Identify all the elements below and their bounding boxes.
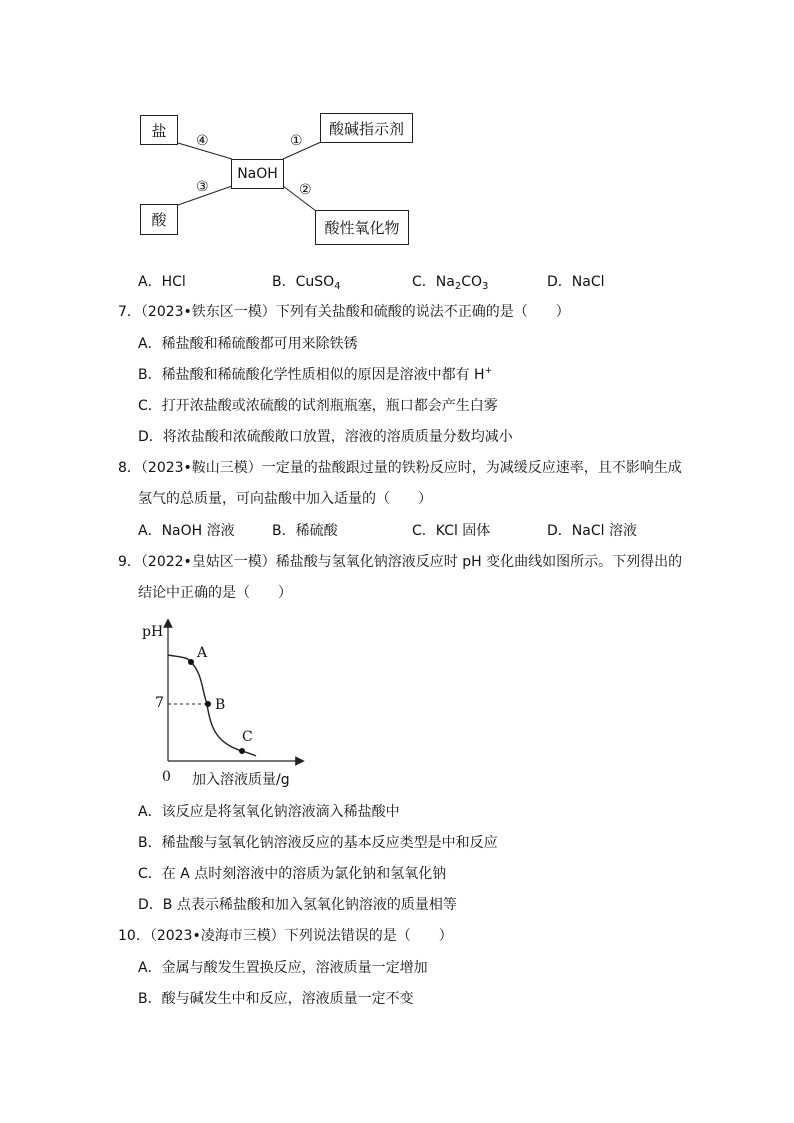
naoh-label: NaOH [237, 166, 278, 182]
number-3: ③ [196, 179, 209, 195]
point-b-label: B [215, 697, 226, 713]
oxide-box [315, 210, 409, 245]
indicator-label: 酸碱指示剂 [328, 119, 404, 138]
q7-option-d: D．将浓盐酸和浓硫酸敞口放置，溶液的溶质质量分数均减小 [138, 429, 513, 445]
q10-stem: 10．（2023•凌海市三模）下列说法错误的是（ ） [118, 928, 453, 944]
number-4: ④ [196, 133, 209, 149]
point-c-dot [239, 748, 245, 754]
q8-option-d: D．NaCl 溶液 [547, 523, 637, 539]
ph-graph [130, 615, 310, 790]
q6-option-c: C．$Na_2CO_3$ [412, 274, 489, 292]
oxide-label: 酸性氧化物 [324, 219, 400, 237]
q7-option-a: A．稀盐酸和稀硫酸都可用来除铁锈 [138, 336, 358, 352]
q9-option-d: D．B 点表示稀盐酸和加入氢氧化钠溶液的质量相等 [138, 897, 457, 913]
number-1: ① [290, 133, 303, 149]
q7-option-c: C．打开浓盐酸或浓硫酸的试剂瓶瓶塞，瓶口都会产生白雾 [138, 398, 498, 414]
q8-option-a: A．NaOH 溶液 [138, 523, 235, 539]
q6-option-a: A．HCl [138, 274, 186, 290]
q10-option-a: A．金属与酸发生置换反应，溶液质量一定增加 [138, 960, 428, 976]
point-b-dot [205, 701, 211, 707]
point-a-dot [188, 659, 194, 665]
salt-label: 盐 [151, 121, 167, 140]
q8-option-b: B．稀硫酸 [272, 523, 338, 539]
q8-option-c: C．KCl 固体 [412, 523, 491, 539]
point-c-label: C [242, 729, 253, 745]
q8-stem-line-1: 8．（2023•鞍山三模）一定量的盐酸跟过量的铁粉反应时，为减缓反应速率，且不影响生成 [118, 460, 682, 476]
indicator-box [320, 113, 413, 143]
naoh-box [231, 159, 284, 189]
q9-option-b: B．稀盐酸与氢氧化钠溶液反应的基本反应类型是中和反应 [138, 835, 498, 851]
acid-label: 酸 [151, 211, 167, 229]
ph-7-label: 7 [155, 695, 164, 711]
origin-label: 0 [162, 769, 171, 785]
q9-stem-line-2: 结论中正确的是（ ） [138, 585, 292, 601]
number-2: ② [299, 182, 312, 198]
q6-option-b: B．CuSO$_4$ [272, 274, 341, 292]
q7-option-b: B．稀盐酸和稀硫酸化学性质相似的原因是溶液中都有 H+ [138, 366, 493, 383]
q9-stem-line-1: 9．（2022•皇姑区一模）稀盐酸与氢氧化钠溶液反应时 pH 变化曲线如图所示。下列得出的 [118, 554, 683, 570]
q10-option-b: B．酸与碱发生中和反应，溶液质量一定不变 [138, 991, 414, 1007]
salt-box [140, 115, 178, 145]
q9-option-a: A．该反应是将氢氧化钠溶液滴入稀盐酸中 [138, 804, 400, 820]
q9-option-c: C．在 A 点时刻溶液中的溶质为氯化钠和氢氧化钠 [138, 866, 447, 882]
y-axis-label: pH [142, 624, 164, 640]
naoh-diagram [0, 0, 794, 260]
x-axis-label: 加入溶液质量/g [192, 772, 290, 788]
acid-box [140, 204, 178, 235]
point-a-label: A [197, 645, 208, 661]
q8-stem-line-2: 氢气的总质量，可向盐酸中加入适量的（ ） [138, 491, 432, 507]
q7-stem: 7．（2023•铁东区一模）下列有关盐酸和硫酸的说法不正确的是（ ） [118, 304, 570, 320]
q6-option-d: D．NaCl [547, 274, 605, 290]
